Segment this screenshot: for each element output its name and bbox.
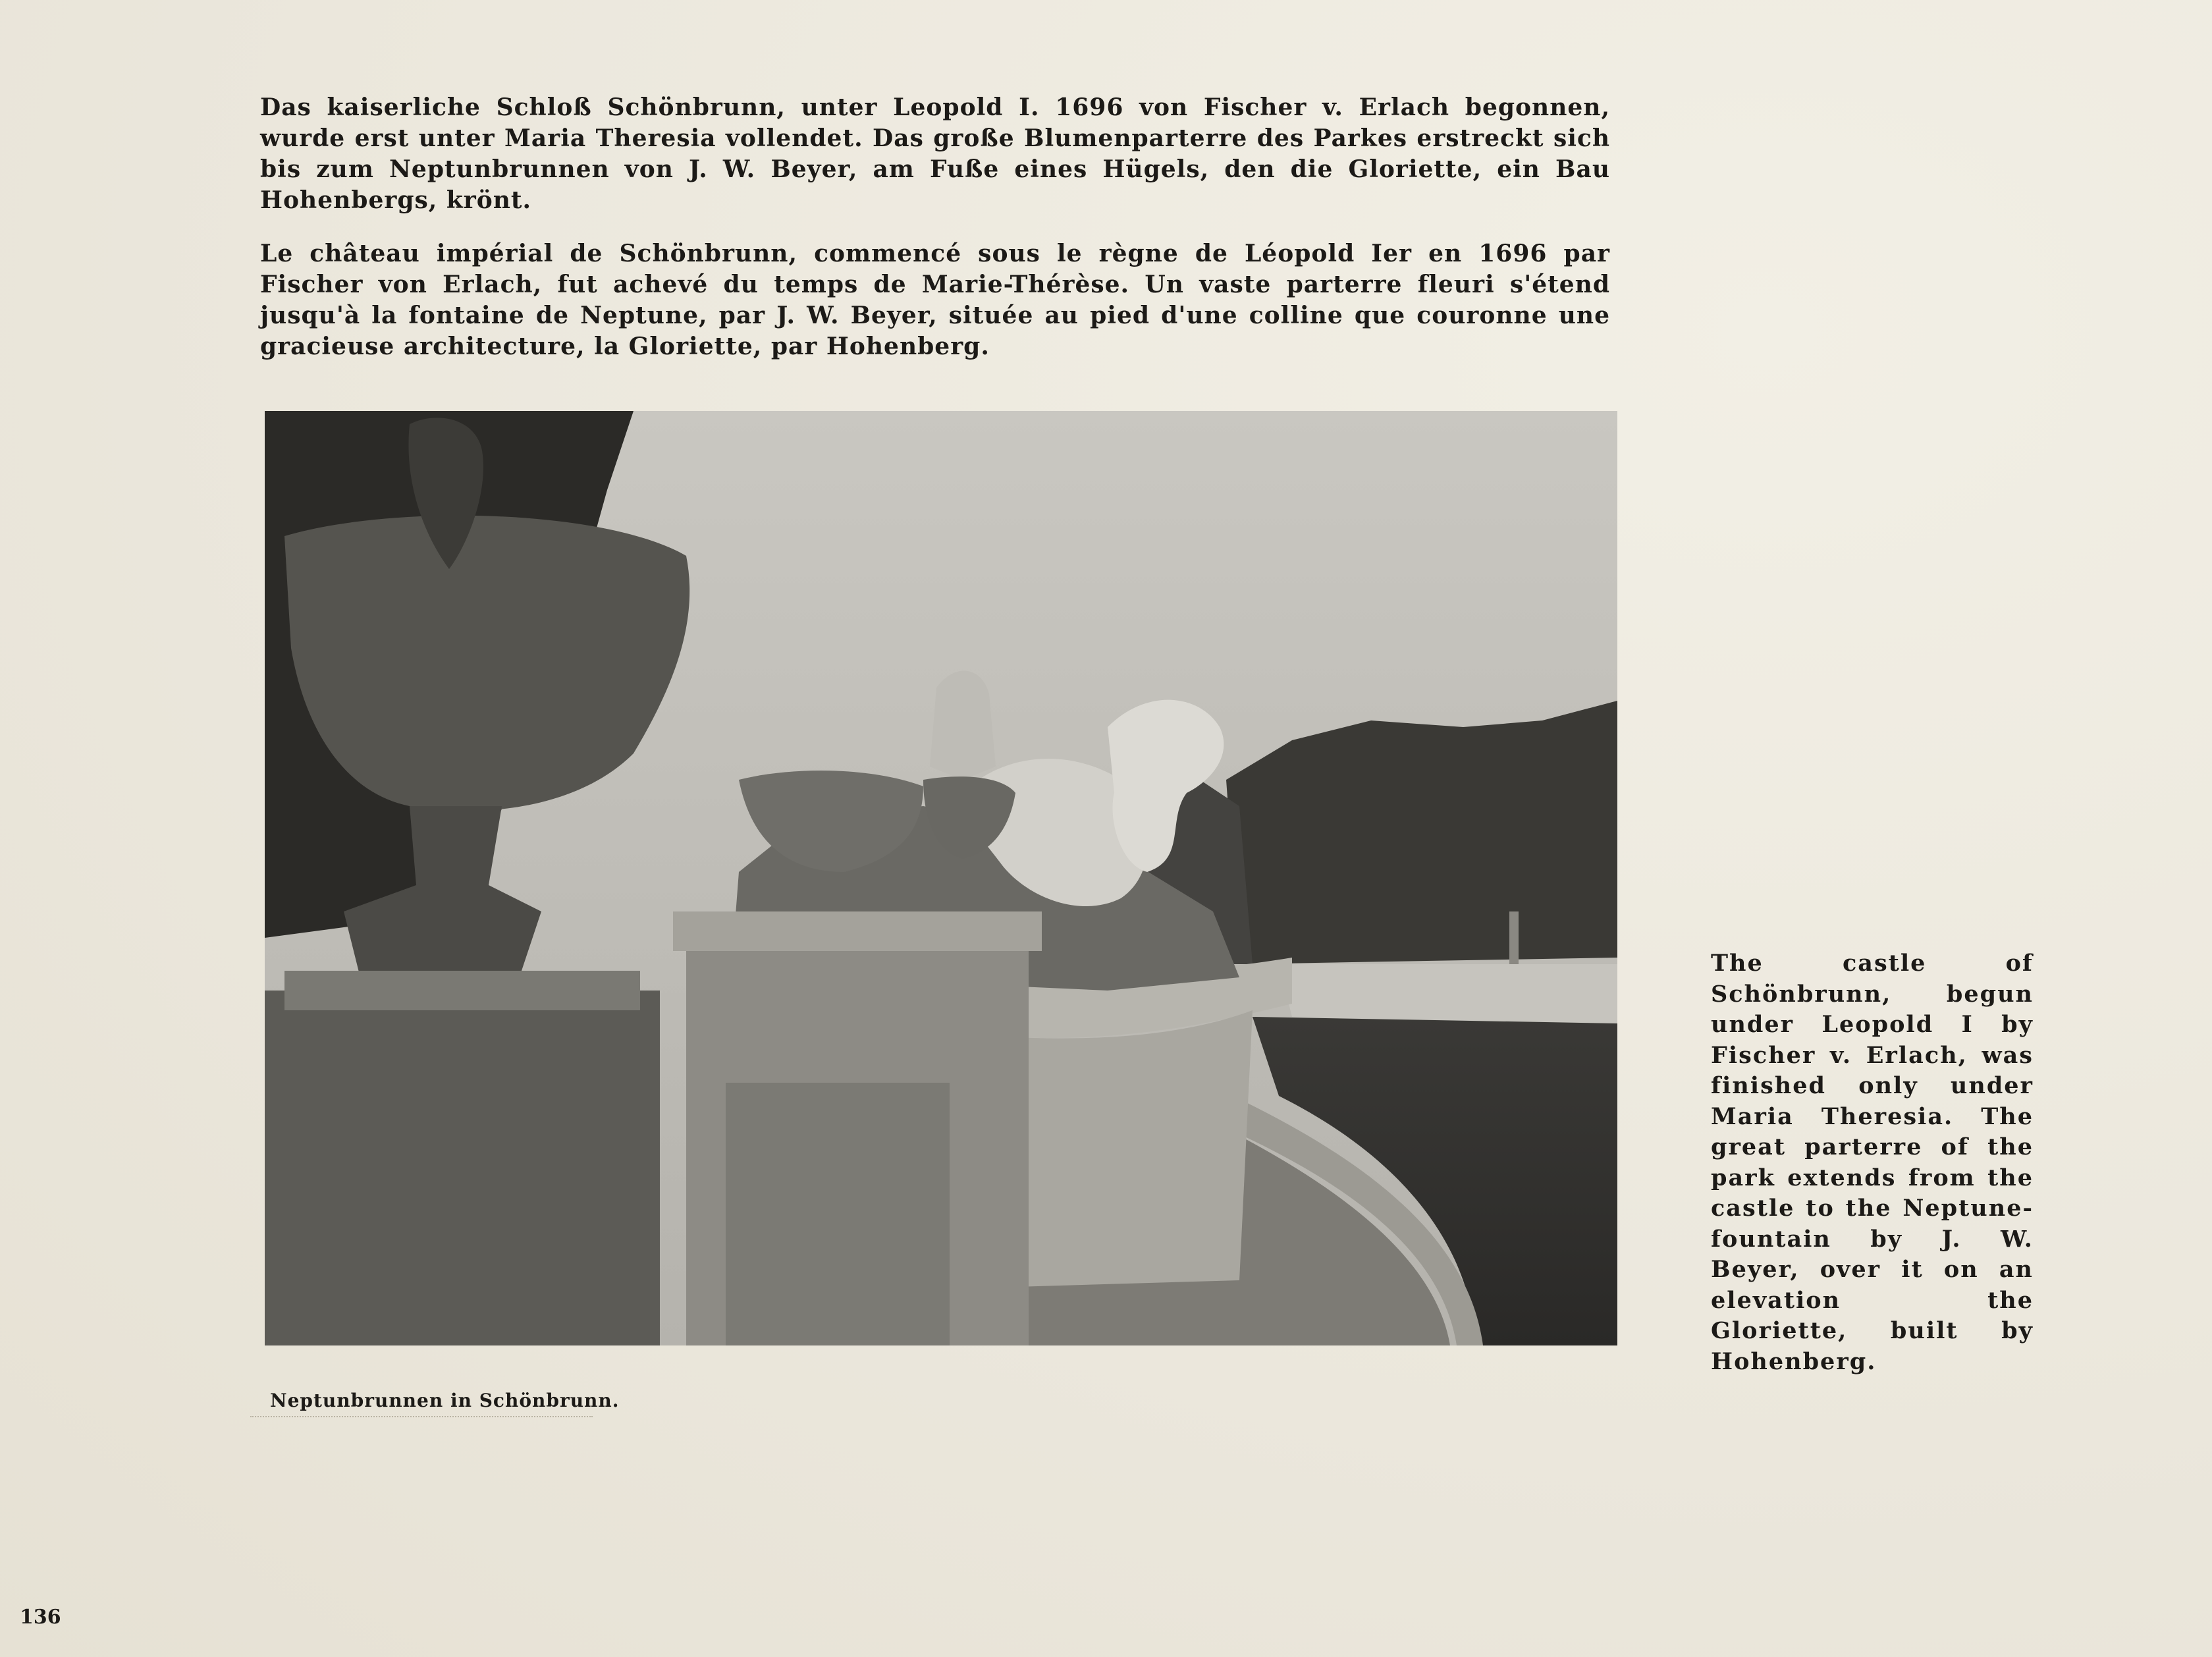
photo-caption: Neptunbrunnen in Schönbrunn. — [270, 1390, 620, 1411]
neptune-fountain-photo — [265, 411, 1617, 1345]
french-paragraph: Le château impérial de Schönbrunn, commencé sous le règne de Léopold Ier en 1696 par Fischer von Erlach, fut achevé du temps de Marie-Thérèse. Un vaste parterre fleuri s'étend jusqu'à la fontaine de Neptune, par J. W. Beyer, située au pied d'une colline que couronne une gracieuse architecture, la Gloriette, par Hohenberg. — [260, 240, 1610, 360]
english-paragraph: The castle of Schönbrunn, begun under Leopold I by Fischer v. Erlach, was finished only under Maria Theresia. The great parterre of the park extends from the castle to the Neptune-fountain by J. W. Beyer, over it on an elevation the Gloriette, built by Hohenberg. — [1711, 950, 2034, 1375]
german-paragraph: Das kaiserliche Schloß Schönbrunn, unter Leopold I. 1696 von Fischer v. Erlach begonnen, wurde erst unter Maria Theresia vollendet. Das große Blumenparterre des Parkes erstreckt sich bis zum Neptunbrunnen von J. W. Beyer, am Fuße eines Hügels, den die Gloriette, ein Bau Hohenbergs, krönt. — [260, 94, 1610, 214]
caption-rule — [250, 1416, 593, 1417]
page-number: 136 — [20, 1606, 61, 1629]
